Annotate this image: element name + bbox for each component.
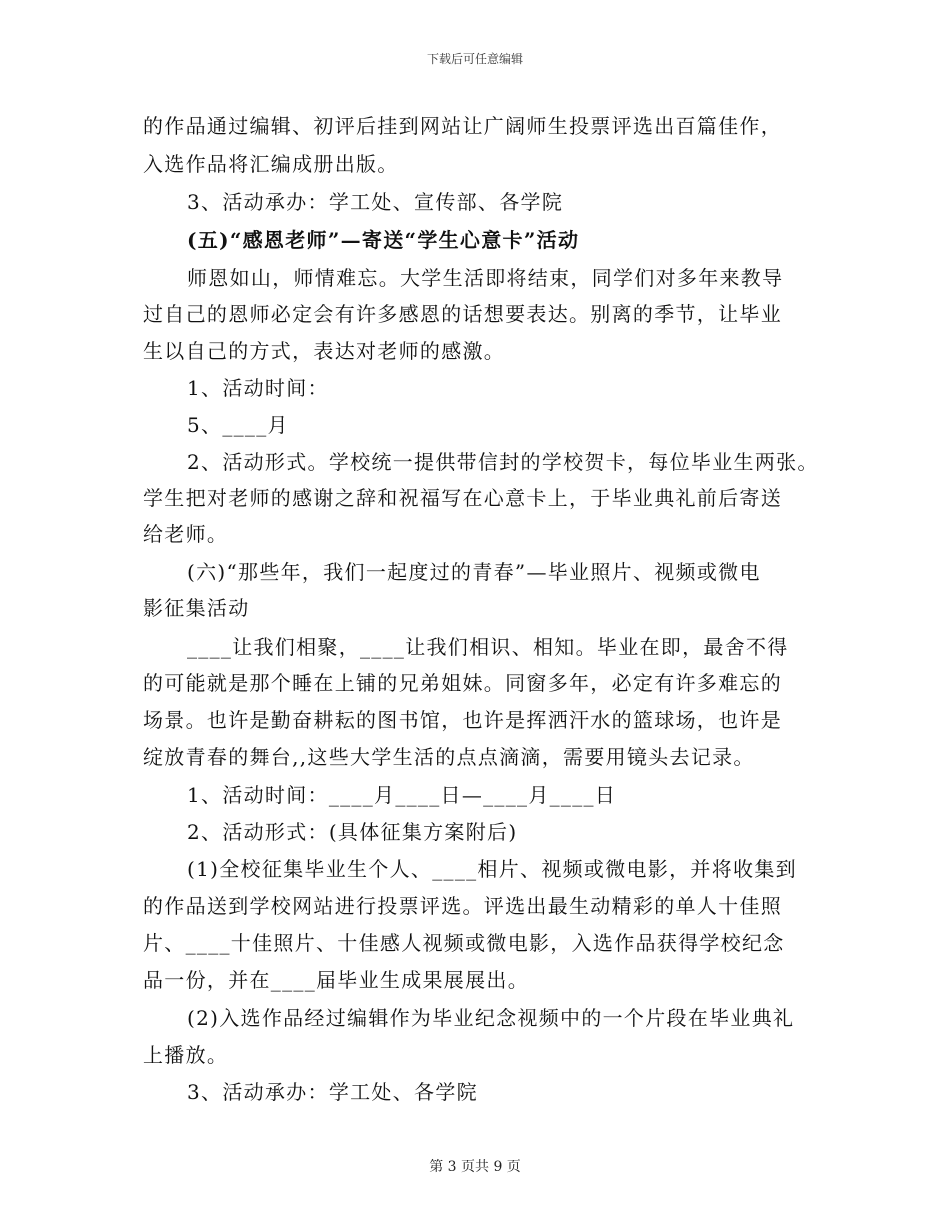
body-line: 品一份，并在____届毕业生成果展展出。 [143,968,529,992]
body-line: (1)全校征集毕业生个人、____相片、视频或微电影，并将收集到 [187,857,797,881]
page-footer: 第 3 页共 9 页 [429,1159,521,1175]
body-line: 绽放青春的舞台,,这些大学生活的点点滴滴，需要用镜头去记录。 [143,745,755,769]
body-line: ____让我们相聚，____让我们相识、相知。毕业在即，最舍不得 [187,635,789,659]
body-line: 师恩如山，师情难忘。大学生活即将结束，同学们对多年来教导 [187,266,784,290]
body-line: 2、活动形式。学校统一提供带信封的学校贺卡，每位毕业生两张。 [187,450,819,474]
page-header: 下载后可任意编辑 [426,52,523,66]
body-line: 5、____月 [187,413,289,437]
section-heading: (六)“那些年，我们一起度过的青春”—毕业照片、视频或微电 [187,560,761,584]
body-line: 学生把对老师的感谢之辞和祝福写在心意卡上，于毕业典礼前后寄送 [143,486,782,510]
body-line: 1、活动时间：____月____日—____月____日 [187,783,617,807]
section-heading: (五)“感恩老师”—寄送“学生心意卡”活动 [187,228,580,252]
body-line: 场景。也许是勤奋耕耘的图书馆，也许是挥洒汗水的篮球场，也许是 [143,708,782,732]
body-line: 3、活动承办：学工处、各学院 [187,1080,478,1104]
body-line: 1、活动时间： [187,376,329,400]
body-line: 片、____十佳照片、十佳感人视频或微电影，入选作品获得学校纪念 [143,931,785,955]
body-line: 的作品送到学校网站进行投票评选。评选出最生动精彩的单人十佳照 [143,894,782,918]
body-line: 过自己的恩师必定会有许多感恩的话想要表达。别离的季节，让毕业 [143,302,782,326]
body-line: 3、活动承办：学工处、宣传部、各学院 [187,190,564,214]
body-line: (2)入选作品经过编辑作为毕业纪念视频中的一个片段在毕业典礼 [187,1006,795,1030]
body-line: 入选作品将汇编成册出版。 [143,152,399,176]
body-line: 的可能就是那个睡在上铺的兄弟姐妹。同窗多年，必定有许多难忘的 [143,671,782,695]
body-line: 2、活动形式：(具体征集方案附后) [187,820,518,844]
body-line: 的作品通过编辑、初评后挂到网站让广阔师生投票评选出百篇佳作， [143,114,782,138]
body-line: 给老师。 [143,522,229,546]
body-line: 生以自己的方式，表达对老师的感激。 [143,339,506,363]
body-line: 上播放。 [143,1043,229,1067]
body-line: 影征集活动 [143,596,250,620]
